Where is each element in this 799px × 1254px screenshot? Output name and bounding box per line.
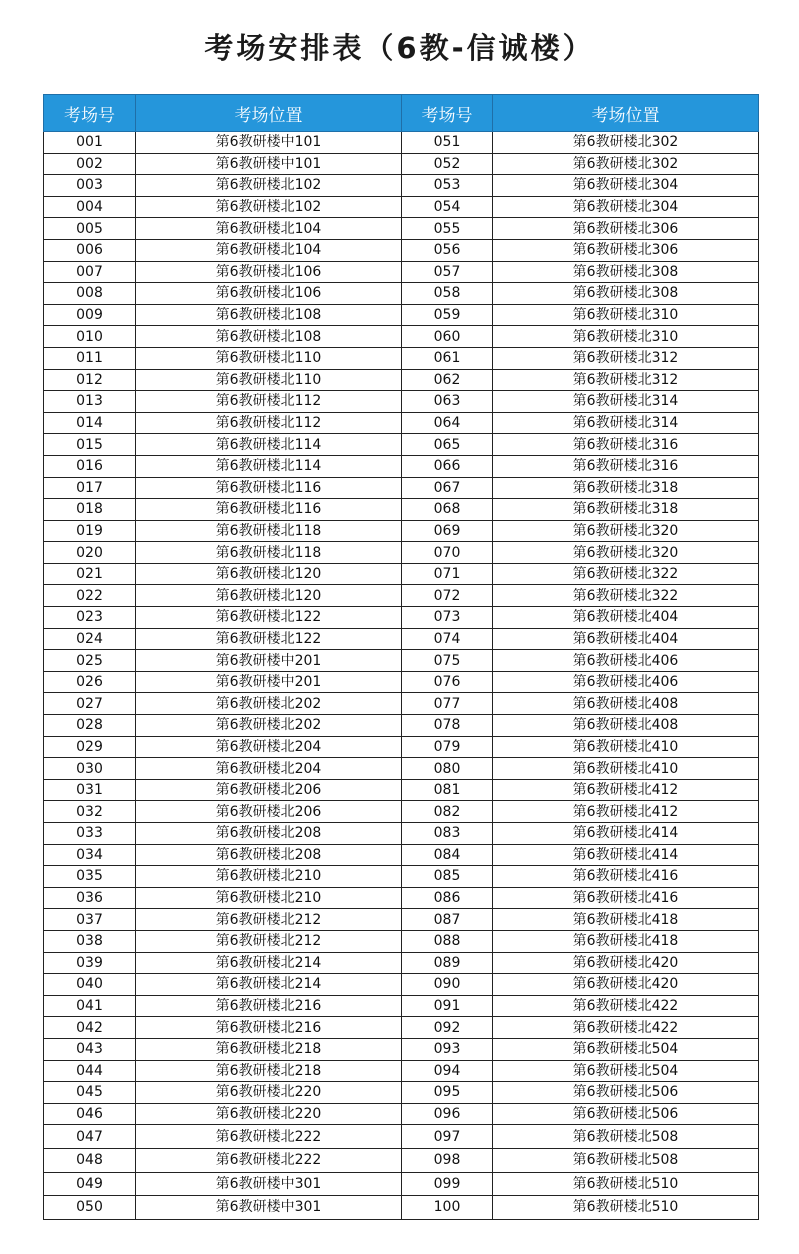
table-row — [44, 671, 759, 693]
room-location-left: 第6教研楼中201 — [136, 671, 402, 693]
room-number-right: 053 — [402, 175, 493, 197]
table-row — [44, 715, 759, 737]
room-number-right: 057 — [402, 261, 493, 283]
room-location-left: 第6教研楼北122 — [136, 607, 402, 629]
room-number-left: 039 — [44, 952, 136, 974]
room-location-right: 第6教研楼北318 — [493, 477, 759, 499]
room-number-right: 070 — [402, 542, 493, 564]
table-row — [44, 391, 759, 413]
table-row — [44, 995, 759, 1017]
room-number-right: 074 — [402, 628, 493, 650]
room-location-left: 第6教研楼北112 — [136, 391, 402, 413]
room-location-left: 第6教研楼北220 — [136, 1082, 402, 1104]
room-number-left: 012 — [44, 369, 136, 391]
room-number-left: 037 — [44, 909, 136, 931]
room-location-right: 第6教研楼北316 — [493, 455, 759, 477]
room-number-left: 024 — [44, 628, 136, 650]
room-location-right: 第6教研楼北418 — [493, 909, 759, 931]
table-row — [44, 1196, 759, 1220]
table-row — [44, 499, 759, 521]
room-number-right: 059 — [402, 304, 493, 326]
table-row — [44, 563, 759, 585]
table-row — [44, 801, 759, 823]
room-number-right: 067 — [402, 477, 493, 499]
room-number-left: 034 — [44, 844, 136, 866]
room-number-right: 054 — [402, 196, 493, 218]
room-location-left: 第6教研楼北210 — [136, 887, 402, 909]
room-number-left: 042 — [44, 1017, 136, 1039]
table-row — [44, 736, 759, 758]
room-location-right: 第6教研楼北310 — [493, 326, 759, 348]
room-number-left: 032 — [44, 801, 136, 823]
table-row — [44, 326, 759, 348]
room-location-right: 第6教研楼北414 — [493, 844, 759, 866]
room-location-left: 第6教研楼北106 — [136, 261, 402, 283]
room-location-left: 第6教研楼北118 — [136, 520, 402, 542]
room-number-left: 023 — [44, 607, 136, 629]
room-location-left: 第6教研楼北118 — [136, 542, 402, 564]
room-number-left: 047 — [44, 1125, 136, 1149]
room-location-left: 第6教研楼北102 — [136, 196, 402, 218]
room-location-left: 第6教研楼北212 — [136, 930, 402, 952]
room-location-left: 第6教研楼北222 — [136, 1148, 402, 1172]
table-row — [44, 930, 759, 952]
room-location-right: 第6教研楼北318 — [493, 499, 759, 521]
room-number-left: 014 — [44, 412, 136, 434]
room-number-right: 095 — [402, 1082, 493, 1104]
room-number-left: 002 — [44, 153, 136, 175]
room-location-right: 第6教研楼北320 — [493, 542, 759, 564]
table-row — [44, 1172, 759, 1196]
table-row — [44, 347, 759, 369]
room-number-right: 100 — [402, 1196, 493, 1220]
room-number-left: 043 — [44, 1038, 136, 1060]
room-location-left: 第6教研楼北120 — [136, 563, 402, 585]
room-number-right: 052 — [402, 153, 493, 175]
room-number-right: 063 — [402, 391, 493, 413]
room-location-left: 第6教研楼北208 — [136, 844, 402, 866]
room-number-right: 085 — [402, 866, 493, 888]
table-row — [44, 779, 759, 801]
table-row — [44, 1148, 759, 1172]
room-number-right: 087 — [402, 909, 493, 931]
room-number-left: 018 — [44, 499, 136, 521]
room-location-right: 第6教研楼北510 — [493, 1196, 759, 1220]
room-location-right: 第6教研楼北306 — [493, 239, 759, 261]
room-number-left: 038 — [44, 930, 136, 952]
room-location-left: 第6教研楼北110 — [136, 369, 402, 391]
table-row — [44, 196, 759, 218]
table-row — [44, 304, 759, 326]
header-room-location-left: 考场位置 — [136, 95, 402, 132]
room-number-right: 064 — [402, 412, 493, 434]
room-location-left: 第6教研楼北216 — [136, 995, 402, 1017]
room-location-left: 第6教研楼北114 — [136, 455, 402, 477]
room-number-right: 089 — [402, 952, 493, 974]
room-number-right: 071 — [402, 563, 493, 585]
room-number-right: 077 — [402, 693, 493, 715]
room-location-left: 第6教研楼北114 — [136, 434, 402, 456]
room-location-left: 第6教研楼北214 — [136, 952, 402, 974]
table-row — [44, 607, 759, 629]
room-number-right: 086 — [402, 887, 493, 909]
room-location-right: 第6教研楼北410 — [493, 736, 759, 758]
room-number-left: 027 — [44, 693, 136, 715]
table-header-row — [44, 95, 759, 132]
room-number-right: 097 — [402, 1125, 493, 1149]
room-location-left: 第6教研楼北106 — [136, 283, 402, 305]
room-location-left: 第6教研楼北108 — [136, 326, 402, 348]
room-location-left: 第6教研楼北104 — [136, 218, 402, 240]
room-location-right: 第6教研楼北302 — [493, 153, 759, 175]
room-location-left: 第6教研楼北214 — [136, 974, 402, 996]
room-number-left: 010 — [44, 326, 136, 348]
room-number-left: 001 — [44, 132, 136, 154]
room-location-left: 第6教研楼北216 — [136, 1017, 402, 1039]
table-row — [44, 218, 759, 240]
room-location-right: 第6教研楼北508 — [493, 1125, 759, 1149]
room-location-right: 第6教研楼北418 — [493, 930, 759, 952]
room-location-left: 第6教研楼北104 — [136, 239, 402, 261]
room-location-left: 第6教研楼北112 — [136, 412, 402, 434]
room-location-right: 第6教研楼北322 — [493, 563, 759, 585]
table-row — [44, 1082, 759, 1104]
room-number-right: 090 — [402, 974, 493, 996]
room-number-right: 065 — [402, 434, 493, 456]
table-row — [44, 477, 759, 499]
room-number-left: 033 — [44, 823, 136, 845]
room-number-right: 083 — [402, 823, 493, 845]
room-location-left: 第6教研楼北122 — [136, 628, 402, 650]
room-number-left: 049 — [44, 1172, 136, 1196]
exam-room-table — [43, 94, 759, 1220]
room-number-right: 084 — [402, 844, 493, 866]
room-location-right: 第6教研楼北320 — [493, 520, 759, 542]
room-location-left: 第6教研楼北202 — [136, 715, 402, 737]
room-number-right: 072 — [402, 585, 493, 607]
room-location-left: 第6教研楼北204 — [136, 736, 402, 758]
room-number-left: 035 — [44, 866, 136, 888]
room-location-left: 第6教研楼北220 — [136, 1103, 402, 1125]
header-room-location-right: 考场位置 — [493, 95, 759, 132]
table-row — [44, 1125, 759, 1149]
table-row — [44, 909, 759, 931]
table-row — [44, 153, 759, 175]
room-location-right: 第6教研楼北416 — [493, 887, 759, 909]
room-number-right: 094 — [402, 1060, 493, 1082]
room-location-left: 第6教研楼中101 — [136, 132, 402, 154]
room-number-left: 005 — [44, 218, 136, 240]
room-number-right: 069 — [402, 520, 493, 542]
table-row — [44, 585, 759, 607]
room-number-left: 041 — [44, 995, 136, 1017]
room-number-left: 044 — [44, 1060, 136, 1082]
room-number-right: 075 — [402, 650, 493, 672]
room-number-right: 078 — [402, 715, 493, 737]
table-row — [44, 542, 759, 564]
table-row — [44, 132, 759, 154]
table-row — [44, 175, 759, 197]
room-number-left: 003 — [44, 175, 136, 197]
room-number-right: 061 — [402, 347, 493, 369]
room-location-right: 第6教研楼北406 — [493, 650, 759, 672]
room-location-right: 第6教研楼北322 — [493, 585, 759, 607]
room-number-left: 029 — [44, 736, 136, 758]
room-location-right: 第6教研楼北306 — [493, 218, 759, 240]
room-number-right: 082 — [402, 801, 493, 823]
room-location-right: 第6教研楼北412 — [493, 779, 759, 801]
table-row — [44, 887, 759, 909]
table-row — [44, 650, 759, 672]
table-row — [44, 369, 759, 391]
room-location-left: 第6教研楼北208 — [136, 823, 402, 845]
room-location-right: 第6教研楼北510 — [493, 1172, 759, 1196]
room-location-right: 第6教研楼北304 — [493, 175, 759, 197]
room-number-left: 006 — [44, 239, 136, 261]
room-number-left: 022 — [44, 585, 136, 607]
header-room-number-right: 考场号 — [402, 95, 493, 132]
room-number-right: 080 — [402, 758, 493, 780]
table-body — [44, 132, 759, 1220]
table-row — [44, 283, 759, 305]
room-location-left: 第6教研楼北210 — [136, 866, 402, 888]
room-location-left: 第6教研楼北202 — [136, 693, 402, 715]
room-location-left: 第6教研楼北110 — [136, 347, 402, 369]
room-location-right: 第6教研楼北504 — [493, 1060, 759, 1082]
room-number-left: 021 — [44, 563, 136, 585]
table-row — [44, 412, 759, 434]
room-location-right: 第6教研楼北504 — [493, 1038, 759, 1060]
room-number-right: 066 — [402, 455, 493, 477]
room-location-right: 第6教研楼北408 — [493, 693, 759, 715]
table-row — [44, 866, 759, 888]
room-number-left: 008 — [44, 283, 136, 305]
room-location-left: 第6教研楼北218 — [136, 1038, 402, 1060]
room-number-left: 019 — [44, 520, 136, 542]
room-location-right: 第6教研楼北412 — [493, 801, 759, 823]
room-location-left: 第6教研楼中301 — [136, 1172, 402, 1196]
room-number-left: 046 — [44, 1103, 136, 1125]
room-location-left: 第6教研楼中201 — [136, 650, 402, 672]
room-number-left: 020 — [44, 542, 136, 564]
table-row — [44, 974, 759, 996]
room-number-left: 016 — [44, 455, 136, 477]
room-location-right: 第6教研楼北312 — [493, 369, 759, 391]
page-title: 考场安排表（6教-信诚楼） — [204, 31, 595, 65]
room-number-right: 062 — [402, 369, 493, 391]
room-location-right: 第6教研楼北312 — [493, 347, 759, 369]
room-number-left: 017 — [44, 477, 136, 499]
table-row — [44, 520, 759, 542]
room-number-left: 004 — [44, 196, 136, 218]
table-row — [44, 1103, 759, 1125]
room-location-right: 第6教研楼北308 — [493, 261, 759, 283]
table-row — [44, 1060, 759, 1082]
room-number-left: 028 — [44, 715, 136, 737]
table-row — [44, 1017, 759, 1039]
room-location-left: 第6教研楼中301 — [136, 1196, 402, 1220]
room-number-left: 031 — [44, 779, 136, 801]
room-location-right: 第6教研楼北302 — [493, 132, 759, 154]
room-location-left: 第6教研楼北120 — [136, 585, 402, 607]
room-number-left: 050 — [44, 1196, 136, 1220]
room-location-right: 第6教研楼北410 — [493, 758, 759, 780]
room-location-left: 第6教研楼中101 — [136, 153, 402, 175]
room-location-left: 第6教研楼北108 — [136, 304, 402, 326]
room-number-right: 058 — [402, 283, 493, 305]
room-number-left: 040 — [44, 974, 136, 996]
room-number-right: 051 — [402, 132, 493, 154]
room-number-left: 025 — [44, 650, 136, 672]
table-row — [44, 1038, 759, 1060]
room-location-right: 第6教研楼北420 — [493, 952, 759, 974]
room-location-right: 第6教研楼北506 — [493, 1082, 759, 1104]
table-row — [44, 455, 759, 477]
room-location-left: 第6教研楼北218 — [136, 1060, 402, 1082]
room-location-right: 第6教研楼北314 — [493, 391, 759, 413]
room-number-right: 056 — [402, 239, 493, 261]
table-row — [44, 823, 759, 845]
room-number-left: 026 — [44, 671, 136, 693]
room-number-left: 007 — [44, 261, 136, 283]
room-location-right: 第6教研楼北404 — [493, 628, 759, 650]
room-location-left: 第6教研楼北212 — [136, 909, 402, 931]
room-location-right: 第6教研楼北506 — [493, 1103, 759, 1125]
room-number-right: 088 — [402, 930, 493, 952]
room-location-right: 第6教研楼北304 — [493, 196, 759, 218]
room-location-left: 第6教研楼北116 — [136, 477, 402, 499]
table-row — [44, 952, 759, 974]
room-location-left: 第6教研楼北116 — [136, 499, 402, 521]
table-row — [44, 434, 759, 456]
room-number-left: 036 — [44, 887, 136, 909]
room-location-left: 第6教研楼北102 — [136, 175, 402, 197]
room-number-right: 073 — [402, 607, 493, 629]
room-number-right: 092 — [402, 1017, 493, 1039]
room-number-left: 048 — [44, 1148, 136, 1172]
room-number-left: 011 — [44, 347, 136, 369]
room-location-left: 第6教研楼北222 — [136, 1125, 402, 1149]
room-location-right: 第6教研楼北508 — [493, 1148, 759, 1172]
room-location-right: 第6教研楼北404 — [493, 607, 759, 629]
room-location-right: 第6教研楼北408 — [493, 715, 759, 737]
room-location-right: 第6教研楼北422 — [493, 995, 759, 1017]
room-location-right: 第6教研楼北310 — [493, 304, 759, 326]
room-number-right: 068 — [402, 499, 493, 521]
room-number-right: 081 — [402, 779, 493, 801]
room-location-right: 第6教研楼北416 — [493, 866, 759, 888]
room-number-right: 096 — [402, 1103, 493, 1125]
room-number-left: 045 — [44, 1082, 136, 1104]
room-location-right: 第6教研楼北414 — [493, 823, 759, 845]
room-number-right: 091 — [402, 995, 493, 1017]
table-row — [44, 758, 759, 780]
room-location-right: 第6教研楼北422 — [493, 1017, 759, 1039]
room-number-right: 076 — [402, 671, 493, 693]
table-row — [44, 239, 759, 261]
room-number-left: 009 — [44, 304, 136, 326]
room-location-right: 第6教研楼北420 — [493, 974, 759, 996]
table-row — [44, 693, 759, 715]
table-row — [44, 261, 759, 283]
room-number-left: 013 — [44, 391, 136, 413]
room-number-left: 030 — [44, 758, 136, 780]
room-number-left: 015 — [44, 434, 136, 456]
room-number-right: 098 — [402, 1148, 493, 1172]
table-row — [44, 628, 759, 650]
room-location-left: 第6教研楼北206 — [136, 779, 402, 801]
room-number-right: 060 — [402, 326, 493, 348]
room-number-right: 099 — [402, 1172, 493, 1196]
room-location-left: 第6教研楼北204 — [136, 758, 402, 780]
room-location-right: 第6教研楼北406 — [493, 671, 759, 693]
room-location-right: 第6教研楼北314 — [493, 412, 759, 434]
room-number-right: 079 — [402, 736, 493, 758]
header-room-number-left: 考场号 — [44, 95, 136, 132]
room-number-right: 055 — [402, 218, 493, 240]
room-location-right: 第6教研楼北316 — [493, 434, 759, 456]
room-number-right: 093 — [402, 1038, 493, 1060]
room-location-left: 第6教研楼北206 — [136, 801, 402, 823]
table-row — [44, 844, 759, 866]
room-location-right: 第6教研楼北308 — [493, 283, 759, 305]
